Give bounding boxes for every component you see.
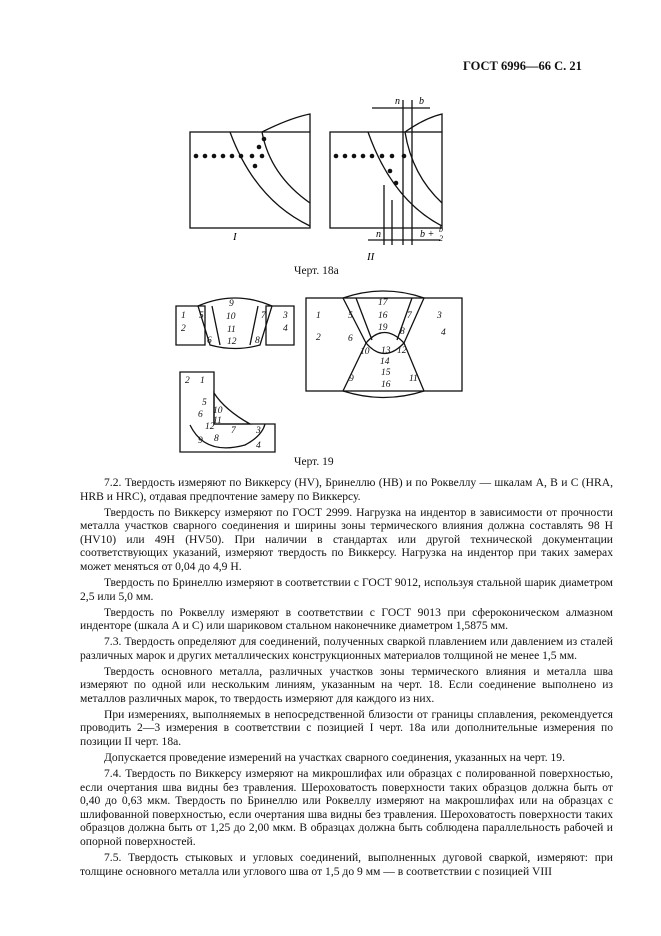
- svg-text:8: 8: [400, 327, 405, 337]
- svg-text:3: 3: [283, 311, 288, 321]
- figure-18a: [0, 0, 661, 300]
- figure-19: [0, 290, 661, 460]
- svg-text:13: 13: [381, 346, 391, 356]
- body-text: [80, 476, 613, 881]
- svg-text:7: 7: [261, 311, 266, 321]
- svg-text:2: 2: [316, 333, 321, 343]
- fig18a-plate-right: [330, 132, 442, 228]
- svg-text:11: 11: [409, 374, 418, 384]
- svg-text:16: 16: [381, 380, 391, 390]
- svg-text:8: 8: [255, 336, 260, 346]
- svg-text:4: 4: [283, 324, 288, 334]
- svg-text:2: 2: [181, 324, 186, 334]
- svg-text:19: 19: [378, 323, 388, 333]
- paragraph: Твердость по Бринеллю измеряют в соответствии с ГОСТ 9012, используя стальной шарик диаметром 2,5 или 5,0 мм.: [80, 575, 613, 603]
- svg-text:4: 4: [256, 441, 261, 451]
- svg-text:1: 1: [200, 376, 205, 386]
- fig18a-dim-b-top: b: [419, 96, 424, 107]
- svg-text:9: 9: [229, 299, 234, 309]
- svg-text:7: 7: [231, 426, 236, 436]
- paragraph: 7.5. Твердость стыковых и угловых соединений, выполненных дуговой сваркой, измеряют: при толщине основного металла или углового шва от 1,5 до 9 мм — в соответствии с позицией VIII: [80, 850, 613, 878]
- fig19-caption: Черт. 19: [294, 456, 334, 468]
- svg-text:1: 1: [181, 311, 186, 321]
- svg-text:9: 9: [349, 374, 354, 384]
- paragraph: 7.4. Твердость по Виккерсу измеряют на микрошлифах или образцах с полированной поверхностью, если очертания шва видны без травления. Шероховатость поверхности таких образцов должна быть от 0,40 до 0,63 мкм. Твердость по Бринеллю или Роквеллу измеряют на макрошлифах или на образцах с шлифованной поверхностью, если очертания шва видны без травления. Шероховатость поверхности таких образцов должна быть от 1,25 до 2,00 мкм. В образцах должна быть соблюдена параллельность рабочей и опорной поверхностей.: [80, 767, 613, 848]
- svg-text:16: 16: [378, 311, 388, 321]
- paragraph: Допускается проведение измерений на участках сварного соединения, указанных на черт. 19.: [104, 751, 565, 765]
- fig18a-label-left: I: [233, 231, 237, 243]
- svg-text:17: 17: [378, 298, 388, 308]
- svg-text:4: 4: [441, 328, 446, 338]
- fig18a-fusion-line-1: [262, 132, 310, 203]
- svg-text:15: 15: [381, 368, 391, 378]
- fig19-fillet-plates: [180, 372, 275, 452]
- svg-text:6: 6: [207, 336, 212, 346]
- fig18a-indent-points: [194, 137, 407, 186]
- svg-text:5: 5: [348, 311, 353, 321]
- fig18a-dim-bhalf-den: 2: [439, 234, 443, 243]
- svg-text:6: 6: [198, 410, 203, 420]
- svg-text:14: 14: [380, 357, 390, 367]
- svg-text:3: 3: [256, 426, 261, 436]
- fig18a-dim-bhalf-num: b: [439, 225, 443, 234]
- paragraph: Твердость по Виккерсу измеряют по ГОСТ 2999. Нагрузка на индентор в зависимости от прочности металла участков сварного соединения и ширины зоны термического влияния должна составлять 98 Н (HV10) или 49Н (HV50). При наличии в стандартах или другой технической документации соответствующих указаний, измеряют твердость по Виккерсу. Нагрузка на индентор при таких замерах может меняться от 0,04 до 4,9 Н.: [80, 505, 613, 573]
- svg-text:11: 11: [227, 325, 236, 335]
- svg-text:10: 10: [360, 347, 370, 357]
- fig18a-dim-bhalf: b +: [420, 229, 435, 240]
- fig18a-caption: Черт. 18а: [294, 265, 339, 277]
- fig18a-fusion-line-2: [230, 132, 310, 226]
- svg-text:5: 5: [199, 311, 204, 321]
- svg-text:5: 5: [202, 398, 207, 408]
- svg-text:8: 8: [214, 434, 219, 444]
- svg-text:12: 12: [397, 346, 407, 356]
- svg-text:3: 3: [437, 311, 442, 321]
- fig18a-dim-n-top: n: [395, 96, 400, 107]
- fig18a-reinforcement-right: [405, 114, 442, 132]
- fig18a-fusion-line-3: [405, 132, 442, 203]
- svg-text:9: 9: [198, 436, 203, 446]
- paragraph: 7.2. Твердость измеряют по Виккерсу (HV), Бринеллю (HB) и по Роквеллу — шкалам А, В и С (HRA, HRB и HRC), отдавая предпочтение замеру по Виккерсу.: [80, 476, 613, 503]
- svg-text:12: 12: [205, 422, 215, 432]
- paragraph: Твердость основного металла, различных участков зоны термического влияния и металла шва измеряют по одной или нескольким линиям, указанным на черт. 18. Если соединение выполнено из металлов различных марок, то твердость измеряют для каждого из них.: [80, 664, 613, 705]
- fig18a-plate-left: [190, 132, 310, 228]
- fig18a-dim-n-bottom: n: [376, 229, 381, 240]
- svg-text:11: 11: [213, 416, 222, 426]
- paragraph: 7.3. Твердость определяют для соединений, полученных сваркой плавлением или давлением из сталей различных марок и других металлических конструкционных материалов толщиной не менее 1,5 мм.: [80, 635, 613, 662]
- svg-text:6: 6: [348, 334, 353, 344]
- svg-text:7: 7: [407, 311, 412, 321]
- page-header: ГОСТ 6996—66 С. 21: [463, 59, 582, 73]
- paragraph: При измерениях, выполняемых в непосредственной близости от границы сплавления, рекомендуется проводить 2—3 измерения в соответствии с позицией I черт. 18а или дополнительные измерения по позиции II черт. 18а.: [80, 707, 613, 749]
- paragraph: Твердость по Роквеллу измеряют в соответствии с ГОСТ 9013 при сфероконическом алмазном инденторе (шкала А и С) или шариковом стальном наконечнике диаметром 1,5875 мм.: [80, 605, 613, 633]
- fig18a-fusion-line-4: [368, 132, 442, 226]
- fig18a-label-right: II: [367, 251, 375, 263]
- fig18a-reinforcement-left: [262, 114, 310, 132]
- svg-text:2: 2: [185, 376, 190, 386]
- svg-text:12: 12: [227, 337, 237, 347]
- svg-text:10: 10: [213, 406, 223, 416]
- svg-text:10: 10: [226, 312, 236, 322]
- svg-text:1: 1: [316, 311, 321, 321]
